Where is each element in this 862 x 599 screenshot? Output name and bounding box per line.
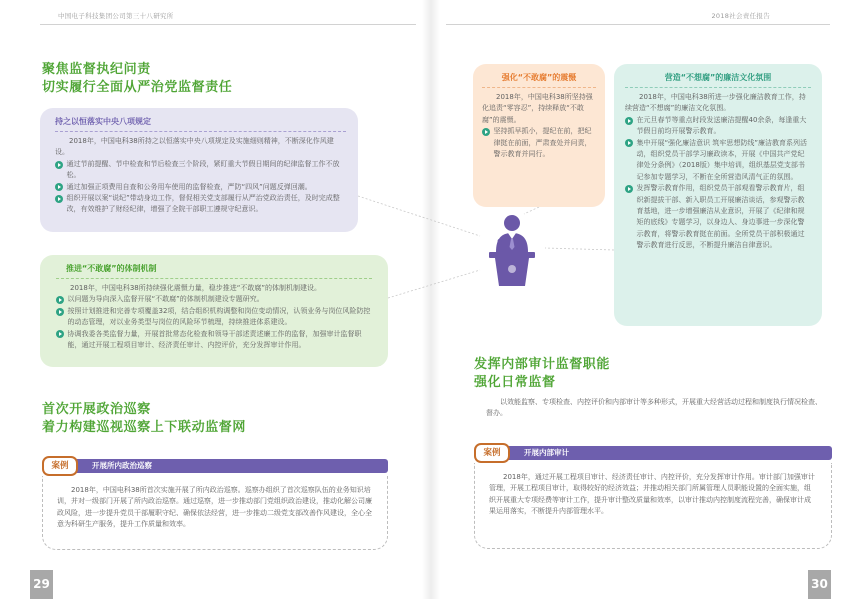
arrow-bullet-icon	[482, 128, 490, 136]
arrow-bullet-icon	[55, 183, 63, 191]
bullet-item	[625, 115, 811, 138]
bullet-item	[55, 193, 346, 216]
box-heading: 持之以恒落实中央八项规定	[55, 116, 346, 132]
bullet-item	[482, 126, 596, 160]
eight-rules-box	[40, 108, 358, 232]
page-fold-shadow	[422, 0, 440, 599]
bullet-text: 集中开展“强化廉洁意识 筑牢思想防线”廉洁教育系列活动，组织党员干部学习廉政读本，开展《中国共产党纪律处分条例》（2018版）集中培训，组织基层党支部书记参加专题学习，不断在全所营造风清气正的氛围。	[636, 138, 807, 181]
bullet-item	[625, 138, 811, 184]
box-intro: 2018年，中国电科38所持之以恒落实中央八项规定及实施细则精神，不断深化作风建设。	[55, 137, 334, 157]
bullet-item	[56, 294, 372, 305]
report-name: 2018社会责任报告	[711, 12, 770, 20]
deterrence-box	[473, 64, 605, 207]
bullet-text: 发挥警示教育作用，组织党员干部观看警示教育片，组织新提拔干部、新入职员工开展廉洁谈话，参观警示教育基地，进一步增强廉洁从业意识，开展了《纪律和规矩的底线》专题学习，以身边人、身边事进一步深化警示教育，将警示教育挺在前面。全所党员干部积极通过警示教育进行反思，不断提升廉洁自律意识。	[636, 184, 805, 250]
case-badge: 案例	[474, 443, 510, 463]
section-title-line-1: 首次开展政治巡察	[42, 402, 151, 417]
bullet-text: 在元旦春节等重点时段发送廉洁提醒40余条，每逢重大节假日前均开展警示教育。	[636, 115, 807, 136]
arrow-bullet-icon	[55, 195, 63, 203]
arrow-bullet-icon	[55, 161, 63, 169]
bullet-text: 按照计划推进和完善专项覆盖32项，结合组织机构调整和岗位变动情况，认领业务与岗位风险防控的动态管理，对以业务类型与岗位的风险环节梳理，持续推进体系建设。	[67, 306, 371, 327]
case-title-bar: 开展所内政治巡察	[76, 459, 388, 473]
bullet-text: 通过节前提醒、节中检查和节后检查三个阶段，紧盯重大节假日期间的纪律监督工作不放松。	[66, 159, 340, 180]
bullet-text: 通过加强正项费用自查和公务用车使用的监督检查，严防“四风”问题反弹回潮。	[66, 182, 312, 191]
case-badge: 案例	[42, 456, 78, 476]
arrow-bullet-icon	[56, 308, 64, 316]
arrow-bullet-icon	[625, 117, 633, 125]
case-body: 2018年，通过开展工程项目审计、经济责任审计、内控评价，充分发挥审计作用。审计部门加强审计管理，开展工程项目审计，取得较好的经济效益；并推动相关部门所属管理人员职能设置的全面实施，组织开展重大专项经费等审计工作，提升审计整改质量和效率，以审计推动内控制度流程完善，确保审计成果运用落实，不断提升内部管理水平。	[474, 463, 832, 549]
bullet-item	[55, 159, 346, 182]
connector-line-left-upper	[358, 196, 480, 236]
integrity-culture-box	[614, 64, 822, 326]
arrow-bullet-icon	[625, 139, 633, 147]
box-heading: 强化“不敢腐”的震慑	[482, 72, 596, 88]
running-header-left	[40, 12, 416, 25]
dare-not-corrupt-mechanism-box	[40, 255, 388, 367]
bullet-item	[55, 182, 346, 193]
box-heading: 营造“不想腐”的廉洁文化氛围	[625, 72, 811, 88]
box-intro: 2018年，中国电科38所进一步强化廉洁教育工作，持续营造“不想腐”的廉洁文化氛围。	[625, 93, 806, 113]
bullet-text: 组织开展以案“说纪”带动身边工作，督促相关党支部履行从严治党政治责任，及时完成整改，有效维护了财经纪律，增强了全院干部职工遵规守纪意识。	[66, 194, 340, 214]
connector-line-right	[545, 248, 614, 250]
bullet-text: 以问题为导向深入监督开展“不敢腐”的体制机制建设专题研究。	[67, 295, 264, 304]
bullet-text: 坚持抓早抓小，提纪在前，把纪律挺在前面，严肃查处并问责，警示教育并同行。	[493, 127, 592, 159]
bullet-item	[56, 329, 372, 352]
section-title-line-2: 着力构建巡视巡察上下联动监督网	[42, 420, 247, 435]
arrow-bullet-icon	[625, 185, 633, 193]
box-intro: 2018年，中国电科38所持续强化震慑力量，稳步推进“不敢腐”的体制机制建设。	[70, 284, 321, 292]
running-header-right	[446, 12, 830, 25]
section-paragraph: 以效能监察、专项检查、内控评价和内部审计等多种形式，开展重大经营活动过程和制度执行情况检查、督办。	[486, 398, 822, 418]
section-title-line-2: 切实履行全面从严治党监督责任	[42, 80, 233, 95]
organization-name: 中国电子科技集团公司第三十八研究所	[58, 12, 174, 20]
arrow-bullet-icon	[56, 296, 64, 304]
bullet-item	[56, 306, 372, 329]
box-intro: 2018年，中国电科38所坚持强化追责“零容忍”，持续释放“不敢腐”的震慑。	[482, 93, 593, 124]
case-title-bar: 开展内部审计	[508, 446, 832, 460]
section-title-line-2: 强化日常监督	[474, 375, 556, 390]
speaker-at-podium-icon	[483, 212, 541, 288]
section-title-line-1: 聚焦监督执纪问责	[42, 62, 151, 77]
page-number-right: 30	[808, 570, 831, 599]
case-body: 2018年，中国电科38所首次实施开展了所内政治巡察。巡察办组织了首次巡察队伍的业务知识培训，并对一级部门开展了所内政治巡察。通过巡察，进一步推动部门党组织政治建设，推动化解公司廉政风险，进一步提升党员干部履职守纪、确保依法经营，进一步推动二级党支部改善作风建设，全心全意为科研生产服务，提升工作质量和效率。	[42, 476, 388, 550]
section-title-line-1: 发挥内部审计监督职能	[474, 357, 611, 372]
bullet-item	[625, 183, 811, 251]
box-heading: 推进“不敢腐”的体制机制	[56, 263, 372, 279]
page-number-left: 29	[30, 570, 53, 599]
bullet-text: 协调我委各类监督力量，开展首批常态化检查和领导干部述责述廉工作的监督，加强审计监督职能，通过开展工程项目审计、经济责任审计、内控评价，充分发挥审计作用。	[67, 329, 362, 350]
arrow-bullet-icon	[56, 330, 64, 338]
